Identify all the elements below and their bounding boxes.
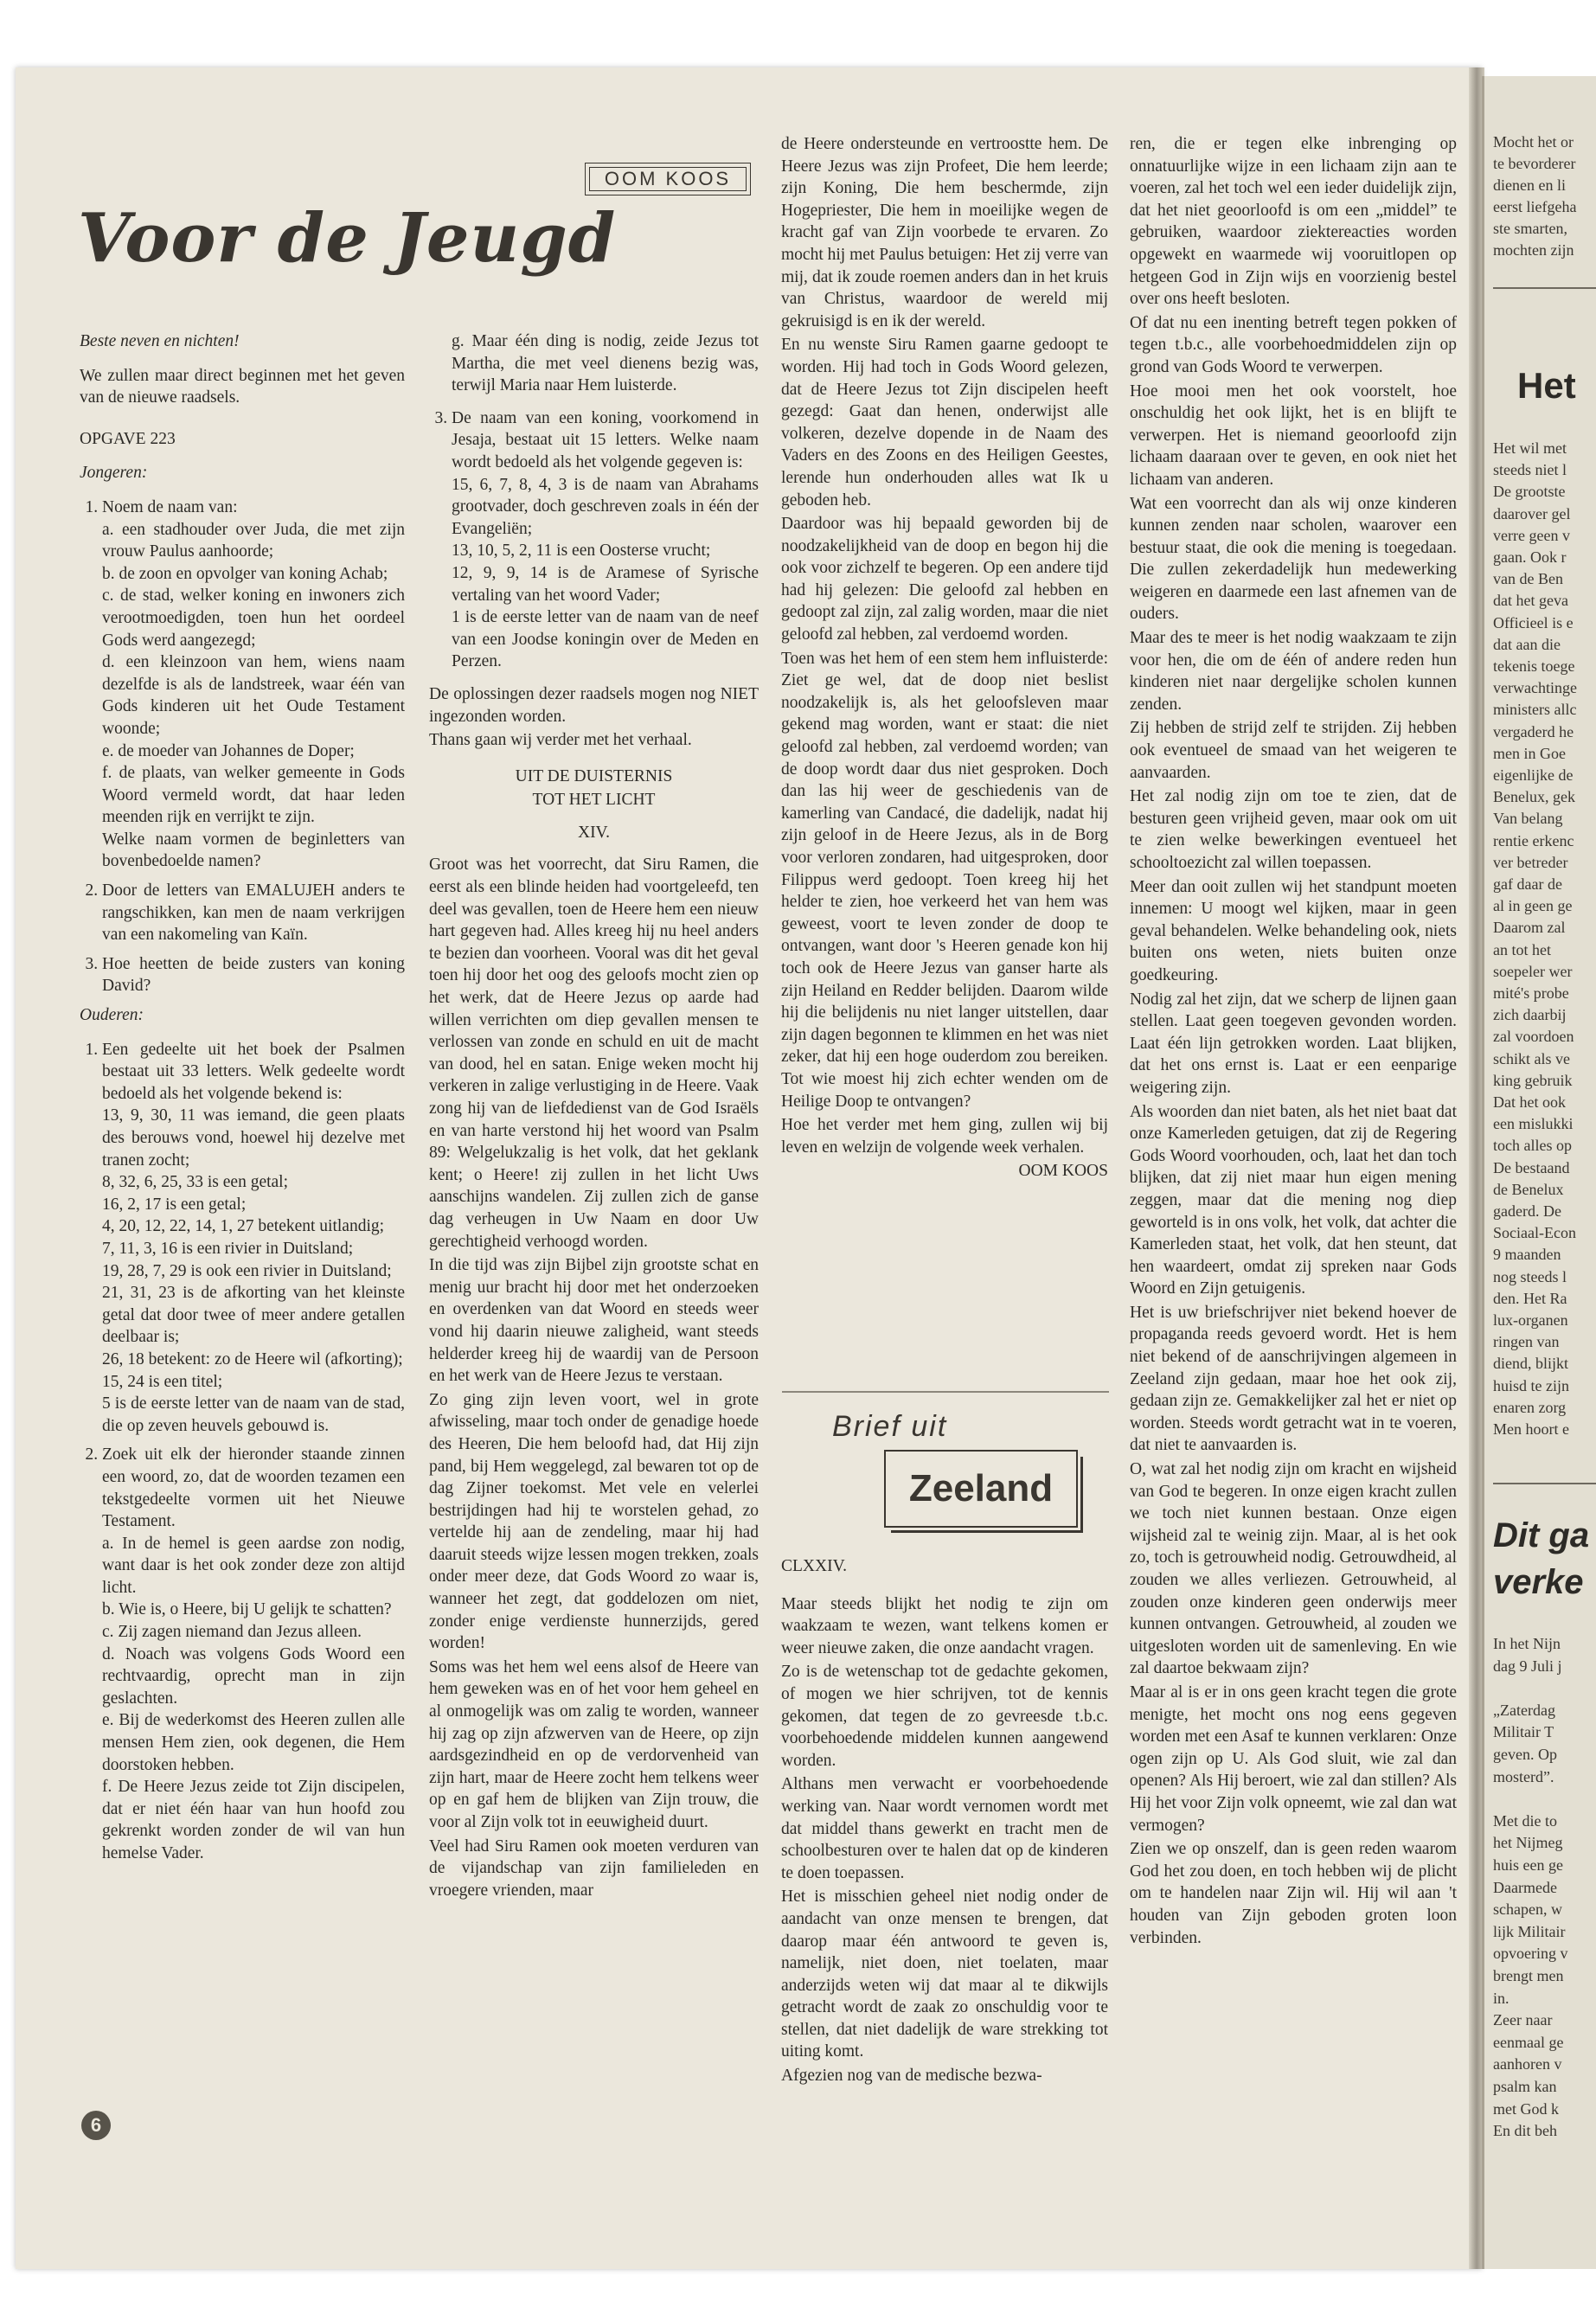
greeting: Beste neven en nichten! [80,332,240,350]
next-page-line: dag 9 Juli j [1493,1657,1562,1675]
list-item [102,1444,405,1864]
story-paragraph: de Heere ondersteunde en vertroostte hem. De Heere Jezus was zijn Profeet, Die hem leerde; zijn Koning, Die hem beschermde, zijn Hogepriester, Die hem in moeilijke wegen de kracht gaf van Zijn voorbede te ervaren. Zo mocht hij met Paulus betuigen: Het zij verre van mij, dat ik zoude roemen anders dan in het kruis van Christus, waardoor de wereld mij gekruisigd is en ik der wereld. [781,135,1108,330]
letter-number: CLXXIV. [781,1557,848,1575]
o3-line: 15, 6, 7, 8, 4, 3 is de naam van Abrahams grootvader, doch geschreven zoals in één der Evangeliën; [452,475,759,538]
next-page-line: in. [1493,1989,1509,2007]
next-page-edge [1482,76,1596,2269]
next-page-line: Het wil met [1493,439,1567,457]
next-page-line: van de Ben [1493,570,1563,588]
o2-line: e. Bij de wederkomst des Heeren zullen alle mensen Hem zien, ook degenen, die Hem doorstoken hebben. [102,1711,405,1774]
next-page-line: De grootste [1493,483,1566,501]
next-page-line: ver betreder [1493,853,1568,871]
story-paragraph: En nu wenste Siru Ramen gaarne gedoopt te worden. Hij had toch in Gods Woord gelezen, dat de Heere Jezus tot Zijn discipelen heeft gezegd: Gaat dan henen, onderwijst alle volkeren, dezelve dopende in de Naam des Vaders en des Zoons en des Heiligen Geestes, lerende hun onderhouden alles wat Ik u geboden heb. [781,336,1108,510]
next-page-line: daarover gel [1493,504,1571,522]
column-3 [781,133,1108,1184]
next-page-line: met God k [1493,2099,1559,2118]
letter-paragraph: Nodig zal het zijn, dat we scherp de lijnen gaan stellen. Laat geen toegeven gevonden worden. Laat één lijn getrokken worden. Laat blijken, dat het ons ernst is. Laat er een eenparige weigering zijn. [1130,990,1457,1097]
next-page-line: tekenis toege [1493,657,1575,675]
list-item [102,1039,405,1438]
o1-intro: 1. Een gedeelte uit het boek der Psalmen bestaat uit 33 letters. Welk gedeelte wordt bedoeld als het volgende bekend is: [102,1040,405,1103]
o2-line: a. In de hemel is geen aardse zon nodig, want daar is het ook zonder deze zon altijd licht. [102,1534,405,1597]
next-page-line: ste smarten, [1493,220,1567,237]
o1-line: 5 is de eerste letter van de naam van de stad, die op zeven heuvels gebouwd is. [102,1394,405,1435]
letter-paragraph: Maar des te meer is het nodig waakzaam te zijn voor hen, die om de één of andere reden hun kinderen niet naar dergelijke scholen kunnen zenden. [1130,629,1457,714]
next-page-line: an tot het [1493,940,1551,958]
o1-line: 8, 32, 6, 25, 33 is een getal; [102,1173,289,1192]
column-3-letter [781,1555,1108,2089]
next-page-line: Benelux, gek [1493,788,1575,806]
next-page-line: Daarmede [1493,1878,1557,1896]
next-page-line: aanhoren v [1493,2055,1562,2073]
signature: OOM KOOS [1018,1162,1108,1181]
next-page-line: „Zaterdag [1493,1701,1555,1719]
next-page-line: dienen en li [1493,176,1566,194]
next-page-rule [1493,1483,1596,1484]
o1-line: 7, 11, 3, 16 is een rivier in Duitsland; [102,1239,354,1258]
next-page-line: dat aan die [1493,635,1561,653]
q1-intro: 1. Noem de naam van: [102,497,238,516]
next-page-line: De bestaand [1493,1158,1570,1176]
next-page-line: lijk Militair [1493,1922,1566,1940]
o2-line: f. De Heere Jezus zeide tot Zijn discipelen, dat er niet één haar van hun hoofd zou gekrenkt worden zonder de wil van hun hemelse Vader. [102,1778,405,1862]
next-page-line: eerst liefgeha [1493,198,1577,215]
next-page-line: nog steeds l [1493,1267,1567,1285]
o3-intro: 3. De naam van een koning, voorkomend in Jesaja, bestaat uit 15 letters. Welke naam wordt bedoeld als het volgende gegeven is: [452,408,759,471]
letter-paragraph: Afgezien nog van de medische bezwa- [781,2067,1042,2086]
next-page-line: dat het geva [1493,592,1568,610]
next-page-line: steeds niet l [1493,461,1567,479]
next-page-line: mosterd”. [1493,1767,1554,1785]
next-page-line: den. Het Ra [1493,1289,1567,1307]
q1-c: c. de stad, welker koning en inwoners zich verootmoedigden, toen hun het oordeel Gods werd aangezegd; [102,586,405,650]
opgave-label: OPGAVE 223 [80,429,176,448]
intro-text: We zullen maar direct beginnen met het geven van de nieuwe raadsels. [80,366,405,407]
story-paragraph: Daardoor was hij bepaald geworden bij de noodzakelijkheid van de doop en begon hij die ook voor zichzelf te begeren. Op een andere tijd had hij gelezen: Die geloofd zal hebben en gedoopt zal zijn, zal zalig worden, maar die niet geloofd zal hebben, zal verdoemd worden. [781,515,1108,644]
next-page-line: huis een ge [1493,1856,1563,1874]
ouderen-list [80,1039,405,1865]
letter-paragraph: O, wat zal het nodig zijn om kracht en wijsheid van God te begeren. In onze eigen kracht zullen we toch niet kunnen bestaan. Onze eigen wijsheid zal te weinig zijn. Maar, al is het ook zo, toch is getrouwheid nodig. Getrouwdheid, al zouden we alles verliezen. Getrouwheid, al zouden onze kinderen geen onderwijs meer kunnen ontvangen. Getrouwheid, al zouden we uitgesloten worden uit de samenleving. En wie zal daartoe bekwaam zijn? [1130,1460,1457,1678]
next-page-line: Sociaal-Econ [1493,1224,1576,1242]
next-page-line: men in Goe [1493,744,1566,762]
next-page-line: psalm kan [1493,2078,1557,2095]
column-2 [429,330,759,1903]
next-page-line: brengt men [1493,1967,1564,1984]
next-page-line: te bevorderer [1493,155,1576,172]
o2-g: g. Maar één ding is nodig, zeide Jezus tot Martha, die met veel dienens bezig was, terwijl Maria naar Hem luisterde. [452,332,759,395]
next-page-line: lux-organen [1493,1311,1568,1329]
o2-intro: 2. Zoek uit elk der hieronder staande zinnen een woord, zo, dat de woorden tezamen een tekstgedeelte vormen uit het Nieuwe Testament. [102,1445,405,1531]
q1-d: d. een kleinzoon van hem, wiens naam dezelfde is als de landstreek, waar één van Gods kinderen uit het Oude Testament woonde; [102,653,405,738]
next-page-line: gaderd. De [1493,1202,1561,1220]
story-paragraph: In die tijd was zijn Bijbel zijn grootste schat en menig uur bracht hij door met het onderzoeken en overdenken van dat Woord en steeds weer vond hij daarin nieuwe zaligheid, want steeds helderder kreeg hij de waardij van de Persoon en het werk van de Heere Jezus te verstaan. [429,1256,759,1386]
page-number: 6 [81,2111,111,2140]
o1-line: 16, 2, 17 is een getal; [102,1195,247,1214]
next-page-line: vergaderd he [1493,722,1574,740]
next-page-line: Zeer naar [1493,2011,1553,2029]
list-item [102,497,405,873]
q1-f: f. de plaats, van welker gemeente in Gods Woord vermeld wordt, dat haar leden meenden rijk en verrijkt te zijn. [102,764,405,827]
next-page-line: In het Nijn [1493,1635,1561,1652]
story-paragraph: Soms was het hem wel eens alsof de Heere van hem geweken was en of het voor hem geheel en al onmogelijk was om zalig te worden, wanneer hij zag op zijn afzwerven van de Heere, op zijn aardsgezindheid en op de verdorvenheid van zijn hart, maar de Heere zocht hem telkens weer op en gaf hem de blijken van Zijn trouw, die voor al Zijn volk tot in eeuwigheid duurt. [429,1657,759,1831]
o1-line: 26, 18 betekent: zo de Heere wil (afkorting); [102,1349,403,1368]
next-page-line: soepeler wer [1493,962,1573,980]
letter-paragraph: Hoe mooi men het ook voorstelt, hoe onschuldig het ook lijkt, het is en blijft te verwerpen. Het is niemand geoorloofd zijn lichaam daaraan over te geven, en ook niet het lichaam van anderen. [1130,381,1457,489]
story-paragraph: Zo ging zijn leven voort, wel in grote afwisseling, maar toch onder de genadige hoede des Heeren, Die hem beloofd had, dat Hij zijn pand, bij Hem weggelegd, zal bewaren tot op de dag Zijner toekomst. Met vele en velerlei bestrijdingen had hij te worstelen gehad, zo vertelde hij aan de zendeling, maar hij had daaruit steeds wijze lessen mogen trekken, zoals onder meer deze, dat Gods Woord zo waar is, wanneer het zegt, dat goddelozen om niet, zonder enige verdienste hunnerzijds, gered worden! [429,1390,759,1653]
letter-paragraph: Als woorden dan niet baten, als het niet baat dat onze Kamerleden getuigen, dat zij de Regering Gods Woord voorhouden, och, laat het dan toch blijken, dat zij niet maar hun eigen mening zeggen, maar dat die mening nog diep geworteld is in ons volk, het volk, dat achter die Kamerleden staat, het volk, dat hen steunt, dat hen waardeert, omdat zij spreken naar Gods Woord en Zijn getuigenis. [1130,1102,1457,1298]
next-page-line: rentie erkenc [1493,831,1574,849]
chapter-number: XIV. [577,823,611,842]
o1-line: 4, 20, 12, 22, 14, 1, 27 betekent uitlandig; [102,1217,385,1236]
column-4 [1130,133,1457,1951]
story-title-2: TOT HET LICHT [532,791,656,810]
next-page-line: mochten zijn [1493,241,1574,259]
section-divider [782,1391,1109,1393]
letter-paragraph: Wat een voorrecht dan als wij onze kinderen kunnen zenden naar scholen, waarover een bestuur staat, die ook die mening is toegedaan. Die zullen zekerdadelijk hun medewerking weigeren en daarmede een last afnemen van de ouders. [1130,494,1457,624]
next-page-line: opvoering v [1493,1945,1568,1963]
o2-line: c. Zij zagen niemand dan Jezus alleen. [102,1623,362,1642]
next-page-line: verwachtinge [1493,679,1577,697]
next-page-line: schapen, w [1493,1900,1562,1919]
next-page-line: gaan. Ook r [1493,548,1567,566]
letter-paragraph: Zien we op onszelf, dan is geen reden waarom God het zou doen, en toch hebben wij de plicht om te handelen naar Zijn wil. Hij wil aan 't houden van Zijn geboden groten loon verbinden. [1130,1840,1457,1947]
letter-paragraph: Zij hebben de strijd zelf te strijden. Zij hebben ook eventueel de smaad van het weigeren te aanvaarden. [1130,719,1457,782]
o1-line: 21, 31, 23 is de afkorting van het kleinste getal dat door twee of meer andere getallen deelbaar is; [102,1284,405,1347]
letter-paragraph: ren, die er tegen elke inbrenging op onnatuurlijke wijze in een lichaam zijn aan te voeren, zal het toch wel een ieder duidelijk zijn, dat het niet geoorloofd is om een „middel” te gebruiken, waardoor ziektereacties worden opgewekt en waarmede wij vooruitlopen op hetgeen God in Zijn wijs en voorzienig bestel over ons heeft besloten. [1130,135,1457,309]
next-page-line: Van belang [1493,810,1563,828]
next-page-line: verre geen v [1493,526,1570,544]
letter-paragraph: Meer dan ooit zullen wij het standpunt moeten innemen: U moogt wel kijken, maar in geen geval behandelen. Welke behandeling ook, niets buiten ons weten, niets buiten onze goedkeuring. [1130,877,1457,984]
zeeland-heading: Zeeland [884,1450,1078,1528]
next-page-line: king gebruik [1493,1071,1573,1089]
next-page-line: zich daarbij [1493,1006,1567,1024]
next-page-line: 9 maanden [1493,1246,1561,1264]
next-page-line: schikt als ve [1493,1049,1570,1067]
next-page-line: gaf daar de [1493,875,1562,893]
column-label-box: OOM KOOS [585,163,751,195]
ouderen-list-cont [429,407,759,673]
q1-a: a. een stadhouder over Juda, die met zijn vrouw Paulus aanhoorde; [102,520,405,561]
letter-paragraph: Maar al is er in ons geen kracht tegen die grote menigte, het mocht ons nog eens gegeven worden met een Asaf te kunnen verklaren: Onze ogen zijn op U. Als God sluit, wie zal dan openen? Als Hij beroert, wie zal dan stillen? Als Hij het voor Zijn volk opneemt, wie zal dan wat vermogen? [1130,1682,1457,1835]
q1-end: Welke naam vormen de beginletters van bovenbedoelde namen? [102,830,405,871]
story-title-1: UIT DE DUISTERNIS [515,766,673,785]
next-page-line: diend, blijkt [1493,1355,1568,1373]
o3-line: 12, 9, 9, 14 is de Aramese of Syrische vertaling van het woord Vader; [452,563,759,605]
o1-line: 19, 28, 7, 29 is ook een rivier in Duitsland; [102,1261,392,1280]
next-page-line: een mislukki [1493,1115,1574,1133]
next-page-line: eenmaal ge [1493,2033,1564,2051]
o1-line: 15, 24 is een titel; [102,1372,223,1391]
letter-paragraph: Althans men verwacht er voorbehoedende werking van. Naar wordt vernomen wordt met dat middel thans gewerkt en tracht men de schoolbesturen over te halen dat op de kinderen te doen toepassen. [781,1775,1108,1882]
letter-paragraph: Maar steeds blijkt het nodig te zijn om waakzaam te wezen, want telkens komen er weer nieuwe zaken, die onze aandacht vragen. [781,1594,1108,1657]
next-page-heading-dit: Dit ga verke [1493,1516,1590,1601]
jongeren-list [80,497,405,997]
q1-e: e. de moeder van Johannes de Doper; [102,741,355,760]
story-paragraph: Groot was het voorrecht, dat Siru Ramen, die eerst als een blinde heiden had voortgeleefd, ten deel was gevallen, toen de Heere hem een nieuw hart gegeven had. Alles kreeg hij nu heel anders te bezien dan voorheen. Vooral was dit het geval toen hij door het oog des geloofs mocht zien op het werk, dat de Heere Jezus op aarde had willen verrichten om diep gevallen mensen te verlossen van zonde en schuld en uit de macht van dood, hel en satan. Enige weken mocht hij verkeren in zalige verlustiging in de Heere. Vaak zong hij van de liefdedienst van de God Israëls en van harte verstond hij het woord van Psalm 89: Welgelukzalig is het volk, dat het geklank kent; o Heere! zij zullen in het licht Uws aanschijns wandelen. Zij zullen zich de ganse dag verheugen in Uw Naam en door Uw gerechtigheid verhoogd worden. [429,856,759,1251]
o1-line: 13, 9, 30, 11 was iemand, die geen plaats des berouws vond, hoewel hij dezelve met tranen zocht; [102,1106,405,1170]
next-page-line: mité's probe [1493,984,1569,1002]
list-item [452,407,759,673]
next-page-line: zal voordoen [1493,1028,1574,1046]
q1-b: b. de zoon en opvolger van koning Achab; [102,564,388,583]
next-page-line: Officieel is e [1493,613,1574,631]
ouderen-label: Ouderen: [80,1006,144,1025]
page-title: Voor de Jeugd [78,199,617,278]
next-page-line: Militair T [1493,1723,1554,1741]
next-page-line: Met die to [1493,1811,1557,1830]
next-page-line: de Benelux [1493,1180,1564,1198]
jongeren-label: Jongeren: [80,464,148,483]
letter-paragraph: Zo is de wetenschap tot de gedachte gekomen, of mogen we hier schrijven, tot de kennis gekomen, dat tegen de zo gevreesde t.b.c. voorbehoedende middelen kunnen aangewend worden. [781,1663,1108,1770]
next-page-line: al in geen ge [1493,897,1573,915]
letter-paragraph: Of dat nu een inenting betreft tegen pokken of tegen t.b.c., alle voorbehoedmiddelen zijn op grond van Gods Woord te verwerpen. [1130,313,1457,376]
oplossing-note: De oplossingen dezer raadsels mogen nog NIET ingezonden worden. [429,684,759,726]
brief-uit-heading: Brief uit [832,1410,948,1443]
next-page-line: ringen van [1493,1333,1560,1351]
letter-paragraph: Het is misschien geheel niet nodig onder de aandacht van onze mensen te brengen, dat daarop maar één antwoord te geven is, namelijk, niet doen, niet toelaten, maar anderzijds weten wij dat maar al te dikwijls getracht wordt de zaak zo onschuldig voor te stellen, dat niet dadelijk de ware strekking tot uiting komt. [781,1888,1108,2061]
o2-line: b. Wie is, o Heere, bij U gelijk te schatten? [102,1600,392,1619]
o3-line: 1 is de eerste letter van de naam van de neef van een Joodse koningin over de Meden en Perzen. [452,608,759,671]
story-paragraph: Toen was het hem of een stem hem influisterde: Ziet ge wel, dat de doop niet beslist noodzakelijk is, als het geloofsleven maar gekend mag worden, want er staat: die niet geloofd zal hebben, zal verdoemd worden; van de doop wordt daar dus niet gesproken. Doch dan las hij weer de geschiedenis van de kamerling van Candacé, die dadelijk, nadat hij zijn geloof in de Heere Jezus, als in de Borg voor verloren zondaren, had uitgesproken, door Filippus werd gedoopt. Toen kreeg hij het helder te zien, hoe verkeerd het van hem was geweest, voort te leven zonder de doop te ontvangen, want door 's Heeren genade kon hij toch ook de Heere Jezus van ganser harte als zijn Heiland en Redder belijden. Daarom wilde hij die belijdenis nu niet langer uitstellen, daar zijn dagen begonnen te klimmen en het was niet zeker, dat hij een hoge ouderdom zou bereiken. Tot wie moest hij zich echter wenden om de Heilige Doop te ontvangen? [781,649,1108,1111]
verhaal-note: Thans gaan wij verder met het verhaal. [429,731,692,750]
next-page-line: Men hoort e [1493,1420,1569,1438]
next-page-line: En dit beh [1493,2122,1557,2140]
next-page-rule [1493,287,1596,289]
next-page-line: Mocht het or [1493,133,1574,151]
column-1 [80,330,405,1872]
o3-line: 13, 10, 5, 2, 11 is een Oosterse vrucht; [452,542,711,561]
next-page-line: geven. Op [1493,1746,1557,1763]
o2-line: d. Noach was volgens Gods Woord een rechtvaardig, oprecht man in zijn geslachten. [102,1644,405,1708]
letter-paragraph: Het is uw briefschrijver niet bekend hoever de propaganda reeds gevoerd wordt. Het is hem niet bekend of de aanschrijvingen algemeen in Zeeland zijn gedaan, maar hoe het ook zij, gedaan zijn ze. Gemakkelijker zal het er niet op worden. Steeds wordt getracht wat in te voeren, dat niet te aanvaarden is. [1130,1303,1457,1455]
next-page-line: huisd te zijn [1493,1376,1569,1394]
next-page-line: eigenlijke de [1493,766,1574,784]
next-page-line: enaren zorg [1493,1398,1567,1416]
next-page-line: het Nijmeg [1493,1834,1563,1852]
list-item: 2. Door de letters van EMALUJEH anders te rangschikken, kan men de naam verkrijgen van een nakomeling van Kaïn. [102,880,405,946]
story-paragraph: Hoe het verder met hem ging, zullen wij bij leven en welzijn de volgende week verhalen. [781,1116,1108,1157]
list-item: 3. Hoe heetten de beide zusters van koning David? [102,953,405,997]
next-page-heading-het: Het [1517,365,1576,406]
next-page-line: Dat het ook [1493,1093,1566,1111]
next-page-line: toch alles op [1493,1137,1572,1155]
letter-paragraph: Het zal nodig zijn om toe te zien, dat de besturen geen vrijheid geven, maar ook om uit te zien welke bewerkingen eventueel het schooltoezicht zal willen toepassen. [1130,787,1457,872]
next-page-line: Daarom zal [1493,919,1566,937]
story-paragraph: Veel had Siru Ramen ook moeten verduren van de vijandschap van zijn familieleden en vroegere vrienden, maar [429,1836,759,1900]
next-page-line: ministers allc [1493,701,1577,719]
